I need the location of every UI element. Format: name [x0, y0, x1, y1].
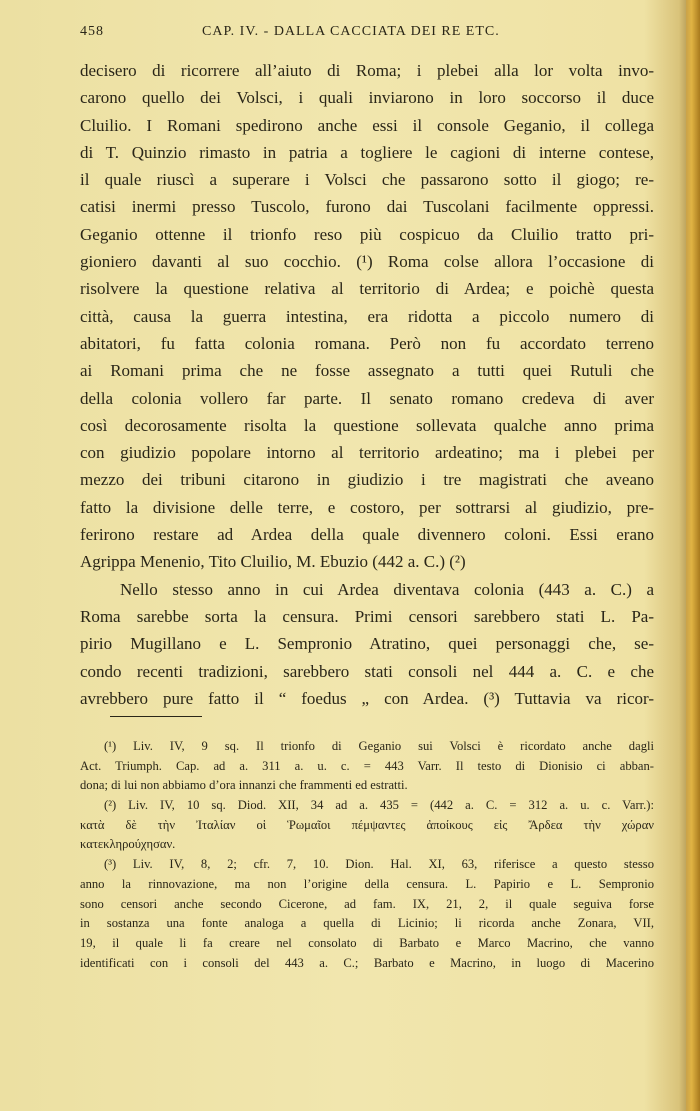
text-line: di T. Quinzio rimasto in patria a togliere le cagioni di interne contese, — [80, 142, 654, 162]
text-line: il quale riuscì a superare i Volsci che passarono sotto il giogo; re- — [80, 170, 654, 190]
footnote-line: 19, il quale li fa creare nel consolato di Barbato e Marco Macrino, che vanno — [80, 935, 654, 950]
text-line: carono quello dei Volsci, i quali inviarono in loro soccorso il duce — [80, 88, 654, 108]
text-line: risolvere la questione relativa al territorio di Ardea; e poichè questa — [80, 279, 654, 299]
footnote-line: Act. Triumph. Cap. ad a. 311 a. u. c. = 443 Varr. Il testo di Dionisio ci abban- — [80, 758, 654, 773]
text-line: con giudizio popolare intorno al territorio ardeatino; ma i plebei per — [80, 443, 654, 463]
footnote-line: (³) Liv. IV, 8, 2; cfr. 7, 10. Dion. Hal. XI, 63, riferisce a questo stesso — [104, 857, 654, 872]
text-line: avrebbero pure fatto il “ foedus „ con Ardea. (³) Tuttavia va ricor- — [80, 688, 654, 708]
text-line: così decorosamente risolta la questione sollevata qualche anno prima — [80, 415, 654, 435]
page-number: 458 — [80, 24, 104, 39]
text-line: gioniero davanti al suo cocchio. (¹) Roma colse allora l’occasione di — [80, 252, 654, 272]
footnote-line: identificati con i consoli del 443 a. C.; Barbato e Macrino, in luogo di Macerino — [80, 955, 654, 970]
text-line: Nello stesso anno in cui Ardea diventava colonia (443 a. C.) a — [120, 579, 654, 599]
text-line: Roma sarebbe sorta la censura. Primi censori sarebbero stati L. Pa- — [80, 606, 654, 626]
running-header — [80, 24, 654, 44]
footnote-line: (²) Liv. IV, 10 sq. Diod. XII, 34 ad a. 435 = (442 a. C. = 312 a. u. c. Varr.): — [104, 798, 654, 813]
footnote-line: κατεκληρούχησαν. — [80, 837, 176, 852]
text-line: città, causa la guerra intestina, era ridotta a piccolo numero di — [80, 306, 654, 326]
text-line: fatto la divisione delle terre, e costoro, per sottrarsi al giudizio, pre- — [80, 497, 654, 517]
footnote-line: in sostanza una fonte analoga a quella di Licinio; li ricorda anche Zonara, VII, — [80, 916, 654, 931]
text-line: ai Romani prima che ne fosse assegnato a tutti quei Rutuli che — [80, 361, 654, 381]
text-line: condo recenti tradizioni, sarebbero stati consoli nel 444 a. C. e che — [80, 661, 654, 681]
text-line: Geganio ottenne il trionfo reso più cospicuo da Cluilio tratto pri- — [80, 224, 654, 244]
running-title: CAP. IV. - DALLA CACCIATA DEI RE ETC. — [202, 24, 500, 39]
text-line: mezzo dei tribuni citarono in giudizio i tre magistrati che aveano — [80, 470, 654, 490]
footnotes — [80, 737, 654, 973]
text-line: pirio Mugillano e L. Sempronio Atratino, quei personaggi che, se- — [80, 634, 654, 654]
text-line: decisero di ricorrere all’aiuto di Roma; i plebei alla lor volta invo- — [80, 61, 654, 80]
footnote-line: dona; di lui non abbiamo d’ora innanzi che frammenti ed estratti. — [80, 778, 408, 793]
footnote-line: (¹) Liv. IV, 9 sq. Il trionfo di Geganio sui Volsci è ricordato anche dagli — [104, 739, 654, 753]
main-text — [80, 57, 654, 712]
page-edge — [686, 0, 700, 1111]
footnote-divider — [110, 716, 202, 717]
footnote-line: anno la rinnovazione, ma non l’origine della censura. L. Papirio e L. Sempronio — [80, 876, 654, 891]
text-line: abitatori, fu fatta colonia romana. Però non fu accordato terreno — [80, 333, 654, 353]
text-line: Cluilio. I Romani spedirono anche essi il console Geganio, il collega — [80, 115, 654, 135]
text-line: catisi inermi presso Tuscolo, furono dai Tuscolani facilmente oppressi. — [80, 197, 654, 217]
text-line: ferirono restare ad Ardea della quale divennero coloni. Essi erano — [80, 525, 654, 545]
footnote-line: sono censori anche secondo Cicerone, ad fam. IX, 21, 2, il quale seguiva forse — [80, 896, 654, 911]
footnote-line: κατὰ δὲ τὴν Ἰταλίαν οἱ Ῥωμαῖοι πέμψαντες ἀποίκους εἰς Ἄρδεα τὴν χώραν — [80, 817, 654, 832]
text-line: Agrippa Menenio, Tito Cluilio, M. Ebuzio (442 a. C.) (²) — [80, 552, 466, 572]
text-line: della colonia vollero far parte. Il senato romano credeva di aver — [80, 388, 654, 408]
